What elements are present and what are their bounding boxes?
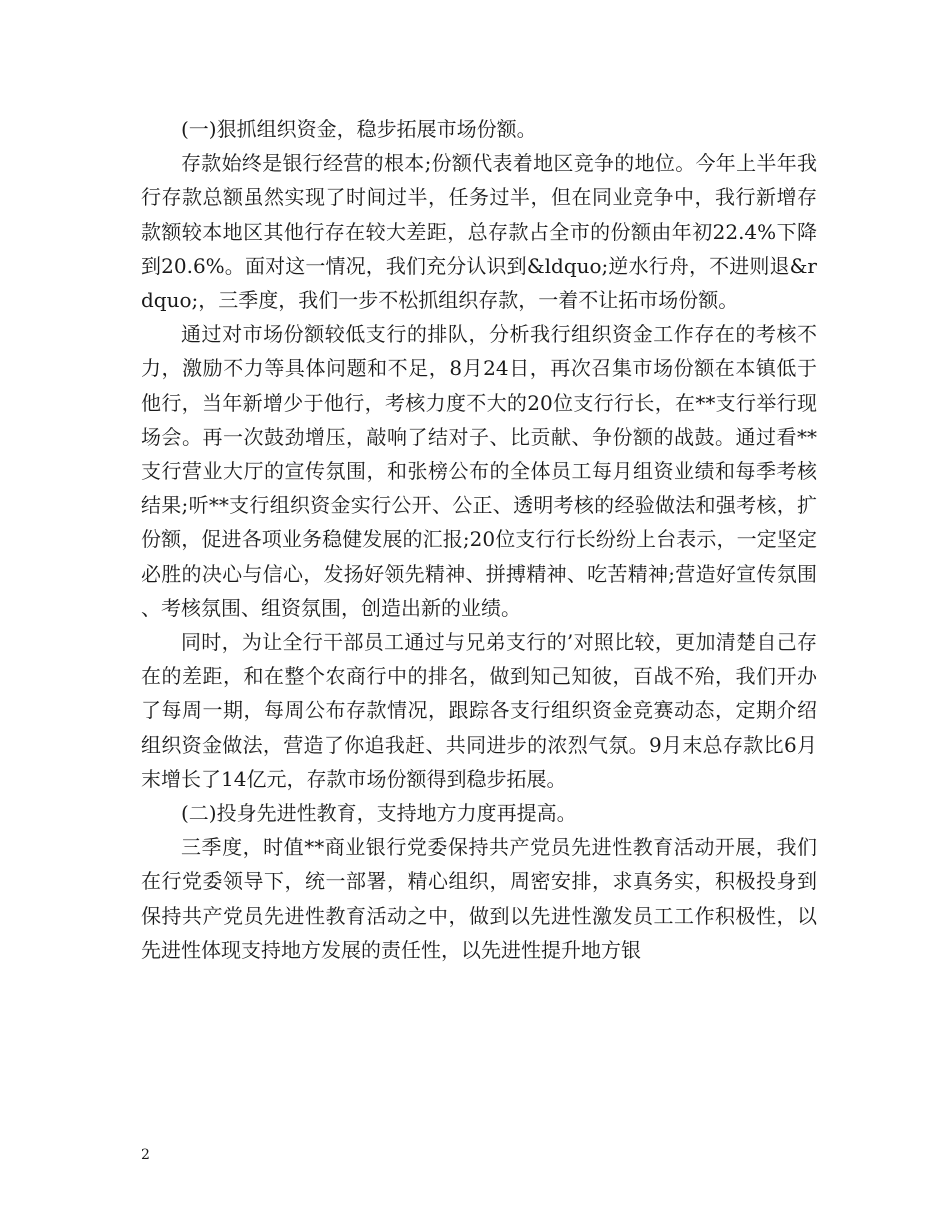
document-body — [141, 112, 817, 967]
body-paragraph: 存款始终是银行经营的根本;份额代表着地区竞争的地位。今年上半年我行存款总额虽然实现了时间过半，任务过半，但在同业竞争中，我行新增存款额较本地区其他行存在较大差距，总存款占全市的份额由年初22.4%下降到20.6%。面对这一情况，我们充分认识到&ldquo;逆水行舟，不进则退&rdquo;，三季度，我们一步不松抓组织存款，一着不让拓市场份额。 — [141, 151, 817, 313]
section-heading-1: (一)狠抓组织资金，稳步拓展市场份额。 — [181, 117, 537, 141]
section-heading-2: (二)投身先进性教育，支持地方力度再提高。 — [181, 801, 577, 826]
page-number: 2 — [141, 1147, 150, 1163]
body-paragraph: 同时，为让全行干部员工通过与兄弟支行的’对照比较，更加清楚自己存在的差距，和在整个农商行中的排名，做到知己知彼，百战不殆，我们开办了每周一期，每周公布存款情况，跟踪各支行组织资金竞赛动态，定期介绍组织资金做法，营造了你追我赶、共同进步的浓烈气氛。9月末总存款比6月末增长了14亿元，存款市场份额得到稳步拓展。 — [141, 630, 817, 791]
body-paragraph: 通过对市场份额较低支行的排队，分析我行组织资金工作存在的考核不力，激励不力等具体问题和不足，8月24日，再次召集市场份额在本镇低于他行，当年新增少于他行，考核力度不大的20位支行行长，在**支行举行现场会。再一次鼓劲增压，敲响了结对子、比贡献、争份额的战鼓。通过看**支行营业大厅的宣传氛围，和张榜公布的全体员工每月组资业绩和每季考核结果;听**支行组织资金实行公开、公正、透明考核的经验做法和强考核，扩份额，促进各项业务稳健发展的汇报;20位支行行长纷纷上台表示，一定坚定必胜的决心与信心，发扬好领先精神、拼搏精神、吃苦精神;营造好宣传氛围、考核氛围、组资氛围，创造出新的业绩。 — [141, 322, 817, 620]
body-paragraph: 三季度，时值**商业银行党委保持共产党员先进性教育活动开展，我们在行党委领导下，统一部署，精心组织，周密安排，求真务实，积极投身到保持共产党员先进性教育活动之中，做到以先进性激发员工工作积极性，以先进性体现支持地方发展的责任性，以先进性提升地方银 — [141, 835, 817, 962]
